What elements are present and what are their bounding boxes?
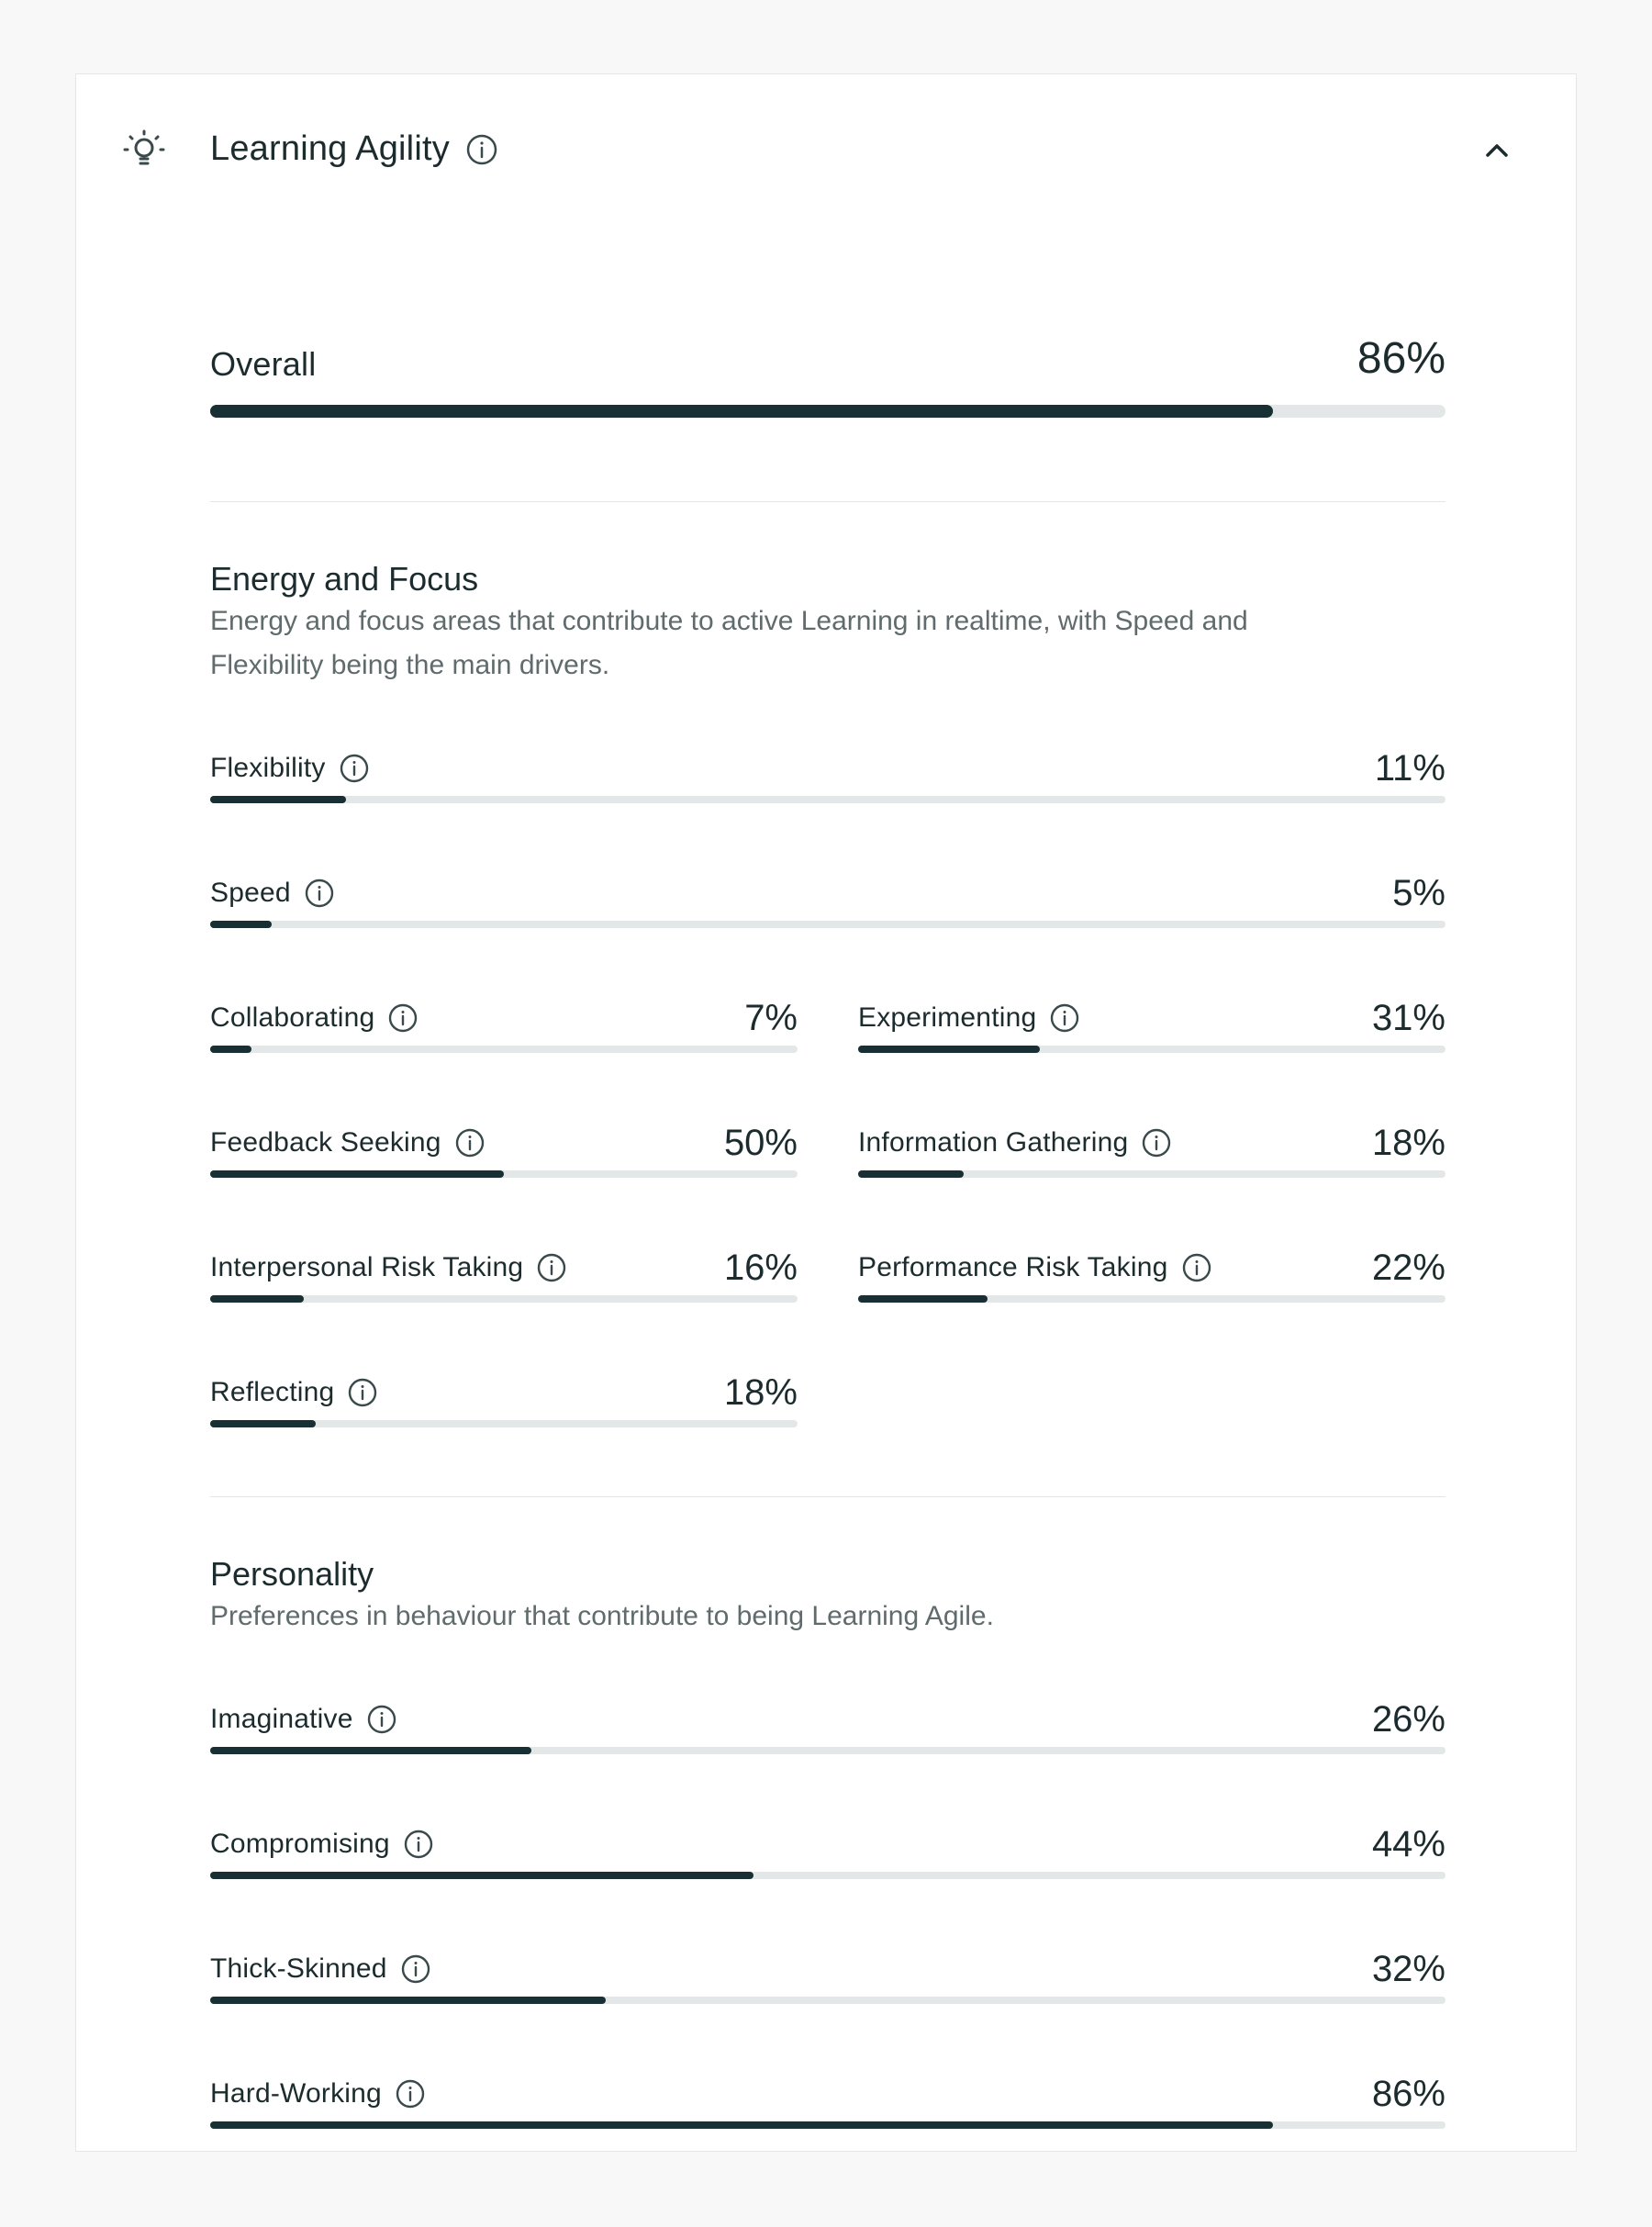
metric-speed [210,875,1446,957]
progress-track [210,1747,1446,1754]
metric-label-row [210,1701,397,1738]
metric-label: Collaborating [210,1002,375,1033]
metric-label-row [210,750,370,787]
metric-performance-risk-taking [858,1249,1446,1332]
chevron-up-icon[interactable] [1480,135,1513,162]
metric-information-gathering [858,1125,1446,1207]
metric-value: 11% [1374,748,1446,789]
info-icon[interactable] [403,1829,434,1860]
metric-feedback-seeking [210,1125,798,1207]
progress-track [858,1295,1446,1303]
info-icon[interactable] [536,1252,567,1283]
progress-track [858,1046,1446,1053]
metric-hard-working [210,2076,1446,2158]
progress-fill [858,1170,964,1178]
progress-fill [210,1420,316,1427]
progress-track [210,1295,798,1303]
energy-focus-title: Energy and Focus [210,560,479,598]
metric-value: 50% [723,1123,798,1163]
progress-fill [210,1997,606,2004]
metric-label-row [210,1374,378,1411]
personality-title: Personality [210,1555,374,1593]
divider [210,501,1446,502]
progress-track [858,1170,1446,1178]
overall-progress-track [210,405,1446,418]
metric-value: 26% [1371,1699,1446,1740]
metric-label: Hard-Working [210,2078,382,2109]
metric-value: 7% [744,998,798,1038]
metric-label-row [210,1249,567,1286]
metric-label: Information Gathering [858,1127,1129,1158]
metric-value: 5% [1392,873,1446,913]
info-icon[interactable] [387,1002,419,1034]
metric-label-row [210,1826,434,1863]
progress-fill [210,1872,753,1879]
info-icon[interactable] [1181,1252,1212,1283]
metric-value: 32% [1371,1949,1446,1989]
card-header[interactable] [76,74,1576,223]
progress-track [210,1872,1446,1879]
metric-flexibility [210,750,1446,833]
lightbulb-icon [120,126,168,173]
card-title: Learning Agility [210,129,450,168]
info-icon[interactable] [366,1704,397,1735]
metric-value: 18% [1371,1123,1446,1163]
progress-fill [858,1295,988,1303]
metric-label: Feedback Seeking [210,1127,441,1158]
progress-track [210,1170,798,1178]
info-icon[interactable] [1049,1002,1080,1034]
info-icon[interactable] [304,878,335,909]
progress-fill [210,2121,1273,2129]
metric-value: 31% [1371,998,1446,1038]
progress-track [210,796,1446,803]
learning-agility-card [75,73,1577,2152]
metric-label-row [858,1249,1212,1286]
metric-label: Thick-Skinned [210,1953,387,1984]
progress-track [210,1420,798,1427]
metric-label: Flexibility [210,753,326,783]
info-icon[interactable] [339,753,370,784]
personality-description: Preferences in behaviour that contribute to being Learning Agile. [210,1601,994,1631]
metric-value: 22% [1371,1248,1446,1288]
divider [210,1496,1446,1497]
metric-value: 18% [723,1372,798,1413]
progress-fill [210,1747,531,1754]
metric-interpersonal-risk-taking [210,1249,798,1332]
metric-reflecting [210,1374,798,1457]
metric-label: Imaginative [210,1704,353,1734]
metric-label: Compromising [210,1829,390,1859]
metric-label: Reflecting [210,1377,335,1407]
overall-progress-fill [210,405,1273,418]
metric-label-row [210,1000,419,1036]
progress-track [210,1997,1446,2004]
progress-track [210,2121,1446,2129]
info-icon[interactable] [400,1953,431,1985]
progress-track [210,921,1446,928]
overall-score [210,334,1446,497]
metric-experimenting [858,1000,1446,1082]
metric-collaborating [210,1000,798,1082]
metric-value: 16% [723,1248,798,1288]
progress-track [210,1046,798,1053]
progress-fill [210,1170,504,1178]
metric-thick-skinned [210,1951,1446,2033]
metric-label-row [858,1000,1080,1036]
overall-label: Overall [210,345,317,383]
metric-label-row [210,1125,486,1161]
metric-label-row [858,1125,1172,1161]
progress-fill [210,1295,304,1303]
info-icon[interactable] [454,1127,486,1158]
metric-label: Interpersonal Risk Taking [210,1252,524,1282]
progress-fill [210,921,272,928]
info-icon[interactable] [395,2078,426,2109]
progress-fill [210,796,346,803]
info-icon[interactable] [465,133,498,166]
metric-label-row [210,1951,431,1987]
progress-fill [858,1046,1040,1053]
metric-label-row [210,875,335,912]
metric-label: Performance Risk Taking [858,1252,1168,1282]
metric-imaginative [210,1701,1446,1784]
energy-focus-description: Energy and focus areas that contribute to active Learning in realtime, with Speed and Flexibility being the main drivers. [210,606,1248,680]
metric-label: Experimenting [858,1002,1037,1033]
overall-value: 86% [1356,334,1446,383]
metric-value: 44% [1371,1824,1446,1864]
metric-compromising [210,1826,1446,1908]
metric-label-row [210,2076,426,2112]
metric-label: Speed [210,878,291,908]
info-icon[interactable] [1141,1127,1172,1158]
info-icon[interactable] [347,1377,378,1408]
metric-value: 86% [1371,2074,1446,2114]
progress-fill [210,1046,251,1053]
